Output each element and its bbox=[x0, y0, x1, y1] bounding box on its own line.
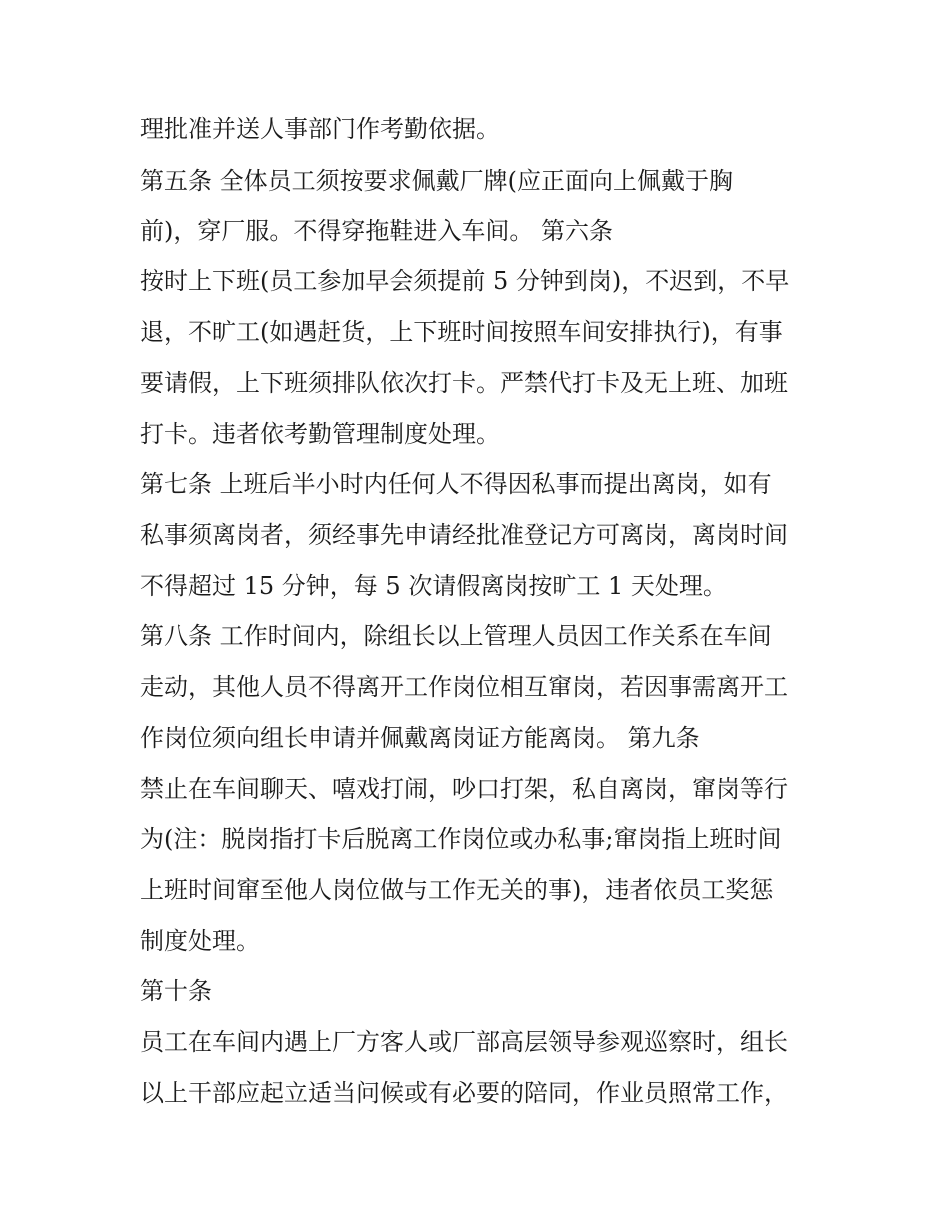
text-line: 第五条 全体员工须按要求佩戴厂牌(应正面向上佩戴于胸 bbox=[140, 167, 733, 195]
text-line: 打卡。违者依考勤管理制度处理。 bbox=[140, 420, 500, 448]
text-line: 要请假，上下班须排队依次打卡。严禁代打卡及无上班、加班 bbox=[140, 369, 788, 397]
text-line: 上班时间窜至他人岗位做与工作无关的事)，违者依员工奖惩 bbox=[140, 876, 774, 904]
text-line: 理批准并送人事部门作考勤依据。 bbox=[140, 115, 500, 143]
text-line: 员工在车间内遇上厂方客人或厂部高层领导参观巡察时，组长 bbox=[140, 1028, 788, 1056]
text-line: 为(注：脱岗指打卡后脱离工作岗位或办私事;窜岗指上班时间 bbox=[140, 825, 782, 853]
text-line: 以上干部应起立适当问候或有必要的陪同，作业员照常工作， bbox=[140, 1079, 788, 1107]
text-line: 前)，穿厂服。不得穿拖鞋进入车间。 第六条 bbox=[140, 217, 613, 245]
text-line: 制度处理。 bbox=[140, 927, 260, 955]
text-line: 退，不旷工(如遇赶货，上下班时间按照车间安排执行)，有事 bbox=[140, 318, 783, 346]
text-line: 第七条 上班后半小时内任何人不得因私事而提出离岗，如有 bbox=[140, 470, 772, 498]
text-line: 作岗位须向组长申请并佩戴离岗证方能离岗。 第九条 bbox=[140, 724, 700, 752]
text-line: 私事须离岗者，须经事先申请经批准登记方可离岗，离岗时间 bbox=[140, 521, 788, 549]
text-line: 第八条 工作时间内，除组长以上管理人员因工作关系在车间 bbox=[140, 622, 772, 650]
text-line: 不得超过 15 分钟，每 5 次请假离岗按旷工 1 天处理。 bbox=[140, 572, 727, 600]
text-line: 第十条 bbox=[140, 977, 212, 1005]
text-line: 走动，其他人员不得离开工作岗位相互窜岗，若因事需离开工 bbox=[140, 673, 788, 701]
text-line: 按时上下班(员工参加早会须提前 5 分钟到岗)，不迟到，不早 bbox=[140, 267, 790, 295]
text-line: 禁止在车间聊天、嘻戏打闹，吵口打架，私自离岗，窜岗等行 bbox=[140, 775, 788, 803]
